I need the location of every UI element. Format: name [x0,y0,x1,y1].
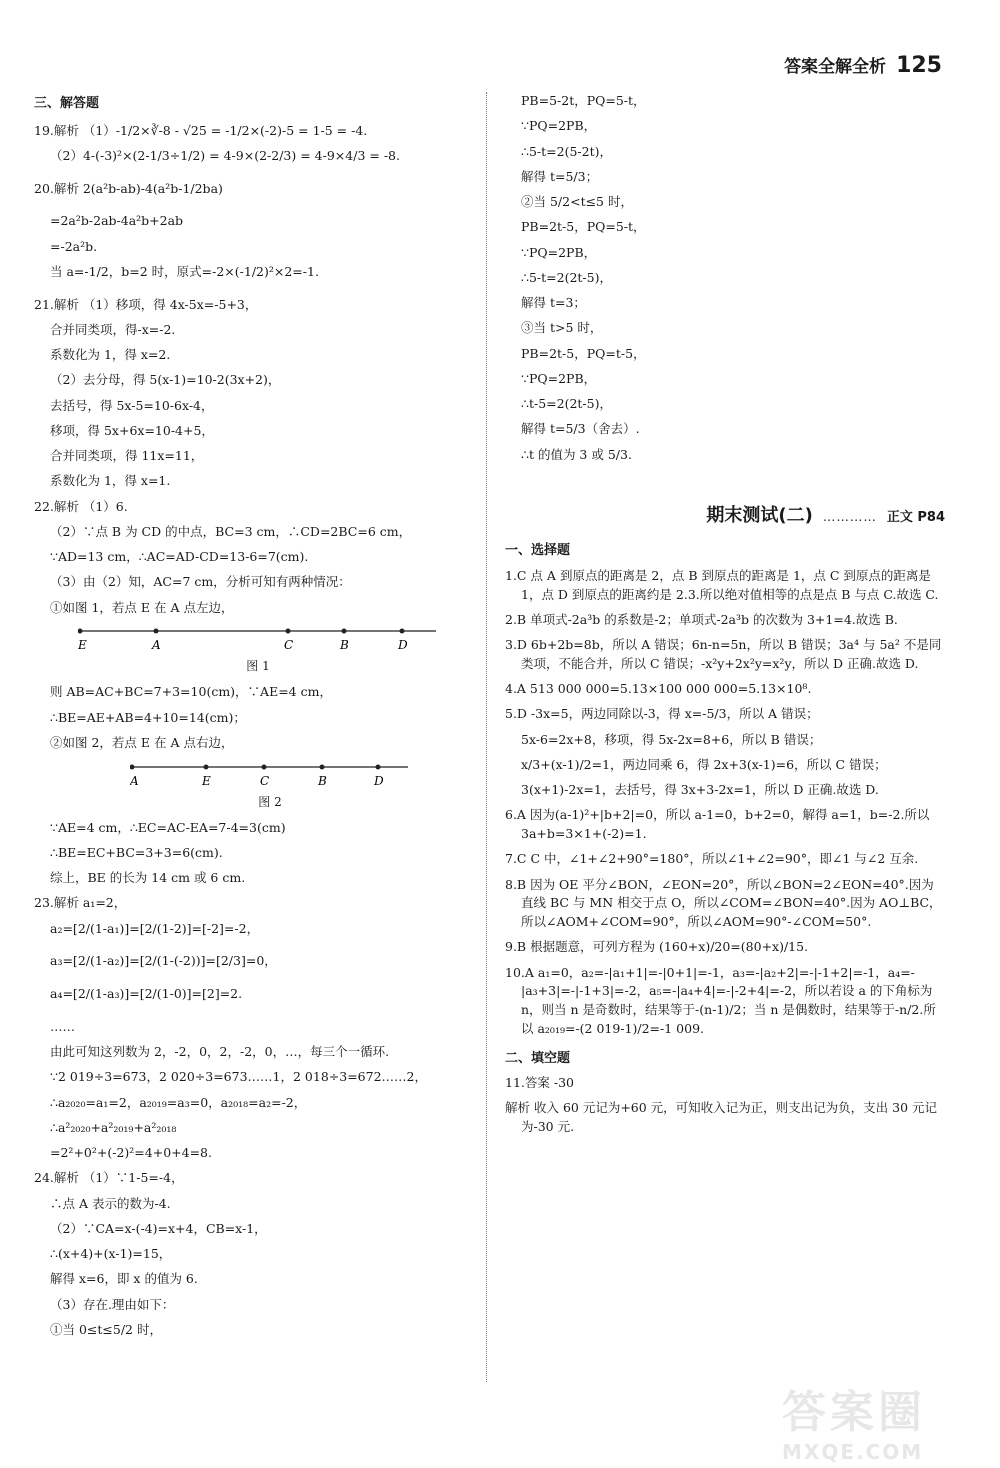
q24-cont-line: ∵PQ=2PB， [521,118,597,134]
q22-line: ∵AE=4 cm，∴EC=AC-EA=7-4=3(cm) [50,819,286,835]
q21-line: 去括号，得 5x-5=10-6x-4， [50,397,214,413]
choice-answer: 9.B 根据题意，可列方程为 (160+x)/20=(80+x)/15. [505,939,809,955]
q24-cont-line: PB=2t-5，PQ=t-5， [521,345,646,361]
choice-answer: 10.A a₁=0，a₂=-|a₁+1|=-|0+1|=-1，a₃=-|a₂+2|=-|-1+2|=-1，a₄=-|a₃+3|=-|-1+3|=-2，a₅=-|a₄+4|=-|-2+4|=-2，所以若设 a 的下角标为 n，则当 n 是奇数时，结果等于-(n-1)/2；当 n 是偶数时，结果等于-n/2.所以 a₂₀₁₉=-(2 019-1)/2=-1 009. [505,964,936,1036]
page-number: 125 [896,53,942,78]
section-heading-choice: 一、选择题 [505,543,571,559]
figure-2-number-line [130,761,410,811]
exam-title: 期末测试(二) [706,505,813,527]
figure-2-caption: 图 2 [258,794,282,809]
q24-line: （2）∵CA=x-(-4)=x+4，CB=x-1， [50,1220,267,1236]
q22-line: ①如图 1，若点 E 在 A 点左边， [50,599,234,615]
choice-answer: x/3+(x-1)/2=1，两边同乘 6，得 2x+3(x-1)=6，所以 C 错误； [521,756,887,772]
q23-line: ∴a²₂₀₂₀+a²₂₀₁₉+a²₂₀₁₈ [50,1119,177,1135]
q22-line: 则 AB=AC+BC=7+3=10(cm)，∵AE=4 cm， [50,684,332,700]
exam-page-reference: 正文 P84 [886,510,945,526]
q22-line: 22.解析 （1）6. [34,498,128,514]
q23-line: a₃=[2/(1-a₂)]=[2/(1-(-2))]=[2/3]=0， [50,953,277,969]
q21-line: 系数化为 1，得 x=2. [50,347,171,362]
watermark-logo [782,1376,982,1464]
fig1-point [342,629,347,634]
q24-cont-line: PB=2t-5，PQ=5-t， [521,219,646,235]
q24-cont-line: 解得 t=3； [521,295,586,310]
column-divider [486,92,487,1382]
q23-line: ∵2 019÷3=673，2 020÷3=673……1，2 018÷3=672……2， [50,1069,427,1085]
q22-line: ∴BE=AE+AB=4+10=14(cm)； [50,709,246,725]
fig1-point [78,629,83,634]
fig2-point [130,764,135,769]
q21-line: 移项，得 5x+6x=10-4+5， [50,422,214,438]
q24-line: （3）存在.理由如下： [50,1296,175,1312]
q23-line: a₂=[2/(1-a₁)]=[2/(1-2)]=[-2]=-2， [50,920,260,936]
q21-line: （2）去分母，得 5(x-1)=10-2(3x+2)， [50,372,281,388]
q24-line: ①当 0≤t≤5/2 时， [50,1321,162,1337]
exam-title-row [505,502,945,529]
watermark-text: 答案圈 [782,1387,926,1438]
q24-cont-line: ②当 5/2<t≤5 时， [521,194,633,209]
fig1-label: E [78,638,87,653]
q23-line: 23.解析 a₁=2， [34,895,127,911]
choice-answer: 1.C 点 A 到原点的距离是 2，点 B 到原点的距离是 1，点 C 到原点的距离是 1，点 D 到原点的距离约是 2.3.所以绝对值相等的点是点 B 与点 C.故选 C. [505,567,939,602]
q24-cont-line: ∵PQ=2PB， [521,244,597,260]
q20-line: 当 a=-1/2，b=2 时，原式=-2×(-1/2)²×2=-1. [50,263,319,279]
q23-line: a₄=[2/(1-a₃)]=[2/(1-0)]=[2]=2. [50,986,243,1001]
q20-line: 20.解析 2(a²b-ab)-4(a²b-1/2ba) [34,180,223,196]
q21-line: 21.解析 （1）移项，得 4x-5x=-5+3， [34,296,258,312]
q20-line: =2a²b-2ab-4a²b+2ab [50,213,184,229]
left-column [34,92,464,1346]
q21-line: 系数化为 1，得 x=1. [50,473,171,489]
fig2-point [376,764,381,769]
q24-cont-line: ∴t 的值为 3 或 5/3. [521,446,632,462]
watermark-url: MXQE.COM [782,1440,924,1464]
q24-line: 解得 x=6，即 x 的值为 6. [50,1271,198,1287]
choice-answer: 5.D -3x=5，两边同除以-3，得 x=-5/3，所以 A 错误； [505,706,819,722]
q19-line: （2）4-(-3)²×(2-1/3÷1/2) = 4-9×(2-2/3) = 4-9×4/3 = -8. [50,147,400,163]
header-title: 答案全解全析 [784,57,887,77]
q24-cont-line: 解得 t=5/3（舍去）. [521,421,640,437]
q24-cont-line: ③当 t>5 时， [521,320,603,336]
fig2-label: E [202,773,211,788]
q24-cont-line: PB=5-2t，PQ=5-t， [521,93,646,108]
fig1-label: A [152,638,161,653]
q21-line: 合并同类项，得-x=-2. [50,321,176,337]
figure-1-caption: 图 1 [246,659,270,674]
q23-line: =2²+0²+(-2)²=4+0+4=8. [50,1145,212,1160]
figure-1-number-line [78,625,438,675]
q19-line: 19.解析 （1）-1/2×∛-8 - √25 = -1/2×(-2)-5 = 1-5 = -4. [34,122,368,138]
choice-answer: 2.B 单项式-2a³b 的系数是-2；单项式-2a³b 的次数为 3+1=4.故选 B. [505,611,898,627]
q23-line: 由此可知这列数为 2，-2，0，2，-2，0，…，每三个一循环. [50,1044,390,1059]
q22-line: ∵AD=13 cm，∴AC=AD-CD=13-6=7(cm). [50,549,309,564]
fig2-label: C [260,773,270,788]
choice-answer: 3.D 6b+2b=8b，所以 A 错误；6n-n=5n，所以 B 错误；3a⁴ 与 5a² 不是同类项，不能合并，所以 C 错误；-x²y+2x²y=x²y，所以 D 正确.故选 D. [505,637,942,671]
fig2-label: B [318,773,327,788]
fig2-point [204,764,209,769]
q24-cont-line: ∴5-t=2(2t-5)， [521,269,612,285]
q22-line: ∴BE=EC+BC=3+3=6(cm). [50,844,223,860]
fill-answer: 11.答案 -30 [505,1075,574,1090]
q24-cont-line: ∴t-5=2(2t-5)， [521,396,612,411]
q20-line: =-2a²b. [50,238,98,254]
fig2-label: A [130,773,139,788]
right-column [505,92,945,1143]
q24-line: ∴(x+4)+(x-1)=15， [50,1246,172,1261]
choice-answer: 8.B 因为 OE 平分∠BON，∠EON=20°，所以∠BON=2∠EON=40°.因为直线 BC 与 MN 相交于点 O，所以∠COM=∠BON=40°.因为 AO⊥BC，所以∠AOM+∠COM=90°，所以∠AOM=90°-∠COM=50°. [505,876,942,929]
exam-title-leader: ………… [822,509,877,525]
q23-line: ∴a₂₀₂₀=a₁=2，a₂₀₁₉=a₃=0，a₂₀₁₈=a₂=-2， [50,1094,307,1110]
fig1-label: B [340,638,349,653]
fig1-point [286,629,291,634]
section-heading-fill: 二、填空题 [505,1050,571,1066]
choice-answer: 7.C C 中，∠1+∠2+90°=180°，所以∠1+∠2=90°，即∠1 与∠2 互余. [505,851,919,867]
fig2-point [262,764,267,769]
q24-cont-line: 解得 t=5/3； [521,168,599,184]
q24-cont-line: ∵PQ=2PB， [521,370,597,386]
q21-line: 合并同类项，得 11x=11， [50,448,204,463]
choice-answer: 4.A 513 000 000=5.13×100 000 000=5.13×10⁸. [505,681,812,696]
fill-explanation: 解析 收入 60 元记为+60 元，可知收入记为正，则支出记为负，支出 30 元记为-30 元. [505,1100,938,1134]
fig1-label: D [398,638,408,653]
fig1-label: C [284,638,294,653]
q24-cont-line: ∴5-t=2(5-2t)， [521,143,612,159]
fig1-point [400,629,405,634]
fig1-point [154,629,159,634]
q22-line: 综上，BE 的长为 14 cm 或 6 cm. [50,870,246,885]
q22-line: （2）∵点 B 为 CD 的中点，BC=3 cm，∴CD=2BC=6 cm， [50,523,412,539]
choice-answer: 3(x+1)-2x=1，去括号，得 3x+3-2x=1，所以 D 正确.故选 D. [521,782,879,797]
choice-answer: 6.A 因为(a-1)²+|b+2|=0，所以 a-1=0，b+2=0，解得 a=1，b=-2.所以 3a+b=3×1+(-2)=1. [505,807,930,841]
q24-line: ∴点 A 表示的数为-4. [50,1195,171,1211]
choice-answer: 5x-6=2x+8，移项，得 5x-2x=8+6，所以 B 错误； [521,731,822,747]
fig2-point [320,764,325,769]
page-header [784,52,942,78]
fig2-label: D [374,773,384,788]
q24-line: 24.解析 （1）∵1-5=-4， [34,1170,184,1186]
q22-line: （3）由（2）知，AC=7 cm，分析可知有两种情况： [50,574,351,590]
q23-line: …… [50,1018,75,1034]
section-heading-answers: 三、解答题 [34,96,100,111]
q22-line: ②如图 2，若点 E 在 A 点右边， [50,734,234,750]
